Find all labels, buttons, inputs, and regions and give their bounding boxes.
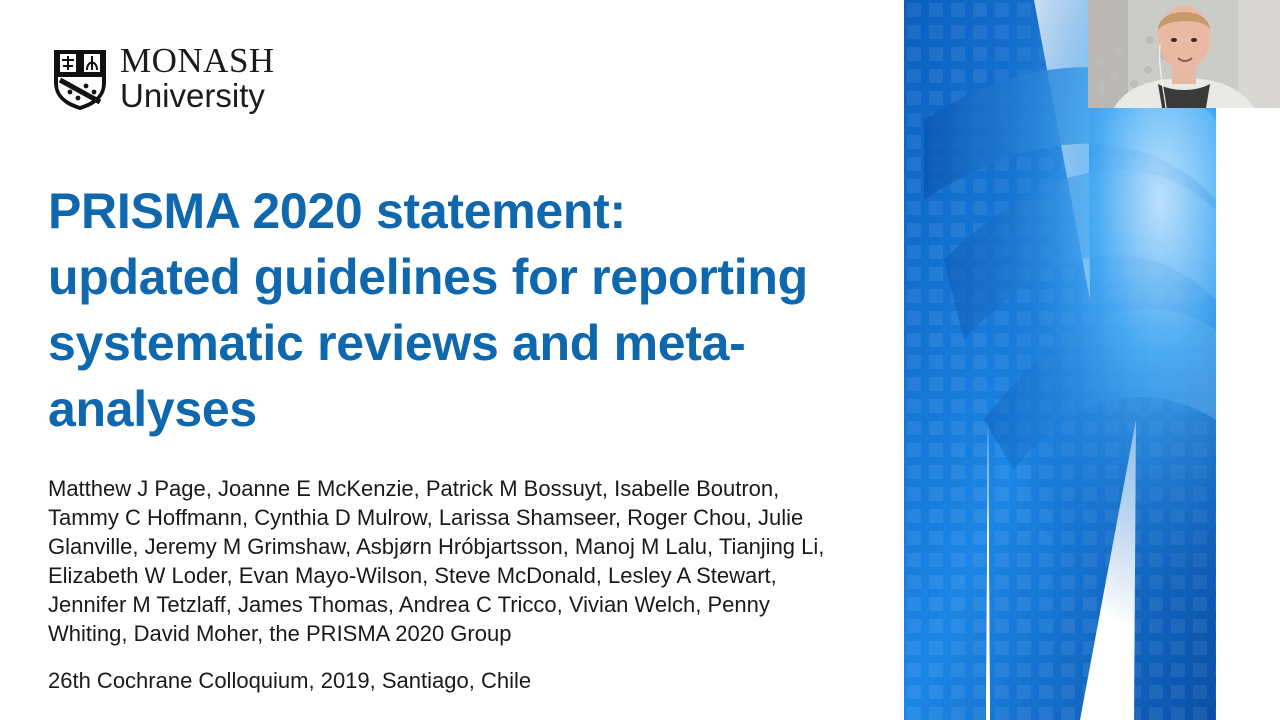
author-line: Glanville, Jeremy M Grimshaw, Asbjørn Hróbjartsson, Manoj M Lalu, Tianjing Li, (48, 534, 825, 559)
title-line: systematic reviews and meta- (48, 315, 746, 371)
logo-name-bottom: University (120, 77, 265, 114)
monash-wordmark (120, 41, 275, 114)
logo-name-top: MONASH (120, 41, 275, 80)
conference-venue: 26th Cochrane Colloquium, 2019, Santiago, Chile (48, 668, 532, 693)
title-line: updated guidelines for reporting (48, 249, 808, 305)
slide-title (48, 178, 868, 442)
title-line: analyses (48, 381, 257, 437)
title-line: PRISMA 2020 statement: (48, 183, 626, 239)
webcam-presenter-video (1088, 0, 1280, 108)
author-line: Matthew J Page, Joanne E McKenzie, Patrick M Bossuyt, Isabelle Boutron, (48, 476, 780, 501)
monash-crest-icon (50, 46, 110, 112)
author-line: Elizabeth W Loder, Evan Mayo-Wilson, Steve McDonald, Lesley A Stewart, (48, 563, 777, 588)
monash-logo (50, 41, 275, 114)
monash-m-artwork (904, 0, 1280, 720)
author-line: Whiting, David Moher, the PRISMA 2020 Group (48, 621, 512, 646)
author-list (48, 474, 878, 648)
author-line: Tammy C Hoffmann, Cynthia D Mulrow, Larissa Shamseer, Roger Chou, Julie (48, 505, 804, 530)
author-line: Jennifer M Tetzlaff, James Thomas, Andrea C Tricco, Vivian Welch, Penny (48, 592, 770, 617)
